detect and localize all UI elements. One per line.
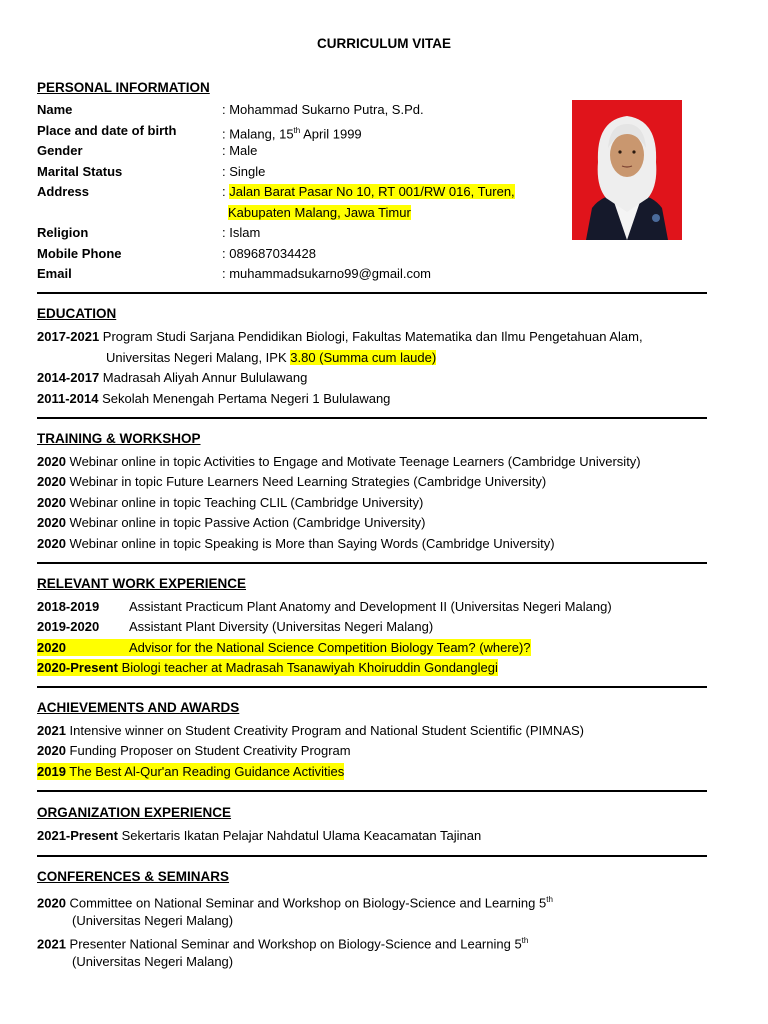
section-heading-training: TRAINING & WORKSHOP [37,431,201,446]
field-label-phone: Mobile Phone [37,246,122,261]
portrait-illustration [572,100,682,240]
work-item: 2019-2020 Assistant Plant Diversity (Universitas Negeri Malang) [37,619,434,634]
training-item: 2020 Webinar online in topic Teaching CLIL (Cambridge University) [37,495,424,510]
work-item: 2018-2019 Assistant Practicum Plant Anatomy and Development II (Universitas Negeri Malang) [37,599,612,614]
section-divider [37,790,707,792]
training-item: 2020 Webinar online in topic Passive Action (Cambridge University) [37,515,426,530]
section-heading-personal: PERSONAL INFORMATION [37,80,210,95]
document-title: CURRICULUM VITAE [317,36,451,51]
work-item: 2020-Present Biologi teacher at Madrasah Tsanawiyah Khoiruddin Gondanglegi [37,660,498,675]
achievement-item: 2020 Funding Proposer on Student Creativity Program [37,743,351,758]
section-divider [37,292,707,294]
organization-item: 2021-Present Sekertaris Ikatan Pelajar Nahdatul Ulama Keacamatan Tajinan [37,828,482,843]
field-label-gender: Gender [37,143,83,158]
field-value-phone: : 089687034428 [222,246,316,261]
section-heading-organization: ORGANIZATION EXPERIENCE [37,805,232,820]
profile-photo [572,100,682,240]
section-heading-conferences: CONFERENCES & SEMINARS [37,869,230,884]
achievement-item: 2019 The Best Al-Qur'an Reading Guidance Activities [37,764,345,779]
conference-item: 2020 Committee on National Seminar and Workshop on Biology-Science and Learning 5th [37,895,553,911]
field-value-address-line1: : Jalan Barat Pasar No 10, RT 001/RW 016, Turen, [222,184,515,199]
field-label-marital: Marital Status [37,164,123,179]
work-item: 2020 Advisor for the National Science Competition Biology Team? (where)? [37,640,531,655]
section-heading-education: EDUCATION [37,306,117,321]
education-item-continuation: Universitas Negeri Malang, IPK 3.80 (Summa cum laude) [106,350,437,365]
field-value-address-line2: Kabupaten Malang, Jawa Timur [228,205,411,220]
field-label-address: Address [37,184,90,199]
section-divider [37,686,707,688]
education-item: 2017-2021 Program Studi Sarjana Pendidikan Biologi, Fakultas Matematika dan Ilmu Pengetahuan Alam, [37,329,643,344]
field-value-gender: : Male [222,143,258,158]
conference-item: 2021 Presenter National Seminar and Workshop on Biology-Science and Learning 5th [37,936,529,952]
section-divider [37,855,707,857]
field-label-birth: Place and date of birth [37,123,177,138]
field-label-religion: Religion [37,225,89,240]
field-label-name: Name [37,102,73,117]
training-item: 2020 Webinar online in topic Activities to Engage and Motivate Teenage Learners (Cambridge University) [37,454,641,469]
section-divider [37,417,707,419]
section-heading-achievements: ACHIEVEMENTS AND AWARDS [37,700,240,715]
field-label-email: Email [37,266,72,281]
field-value-birth: : Malang, 15th April 1999 [222,126,362,142]
education-item: 2011-2014 Sekolah Menengah Pertama Negeri 1 Bululawang [37,391,391,406]
conference-item-continuation: (Universitas Negeri Malang) [72,954,234,969]
training-item: 2020 Webinar online in topic Speaking is More than Saying Words (Cambridge University) [37,536,555,551]
section-divider [37,562,707,564]
achievement-item: 2021 Intensive winner on Student Creativity Program and National Student Scientific (PIMNAS) [37,723,584,738]
section-heading-work: RELEVANT WORK EXPERIENCE [37,576,247,591]
field-value-marital: : Single [222,164,266,179]
field-value-name: : Mohammad Sukarno Putra, S.Pd. [222,102,424,117]
field-value-email: : muhammadsukarno99@gmail.com [222,266,432,281]
conference-item-continuation: (Universitas Negeri Malang) [72,913,234,928]
training-item: 2020 Webinar in topic Future Learners Need Learning Strategies (Cambridge University) [37,474,547,489]
field-value-religion: : Islam [222,225,261,240]
education-item: 2014-2017 Madrasah Aliyah Annur Bululawang [37,370,308,385]
